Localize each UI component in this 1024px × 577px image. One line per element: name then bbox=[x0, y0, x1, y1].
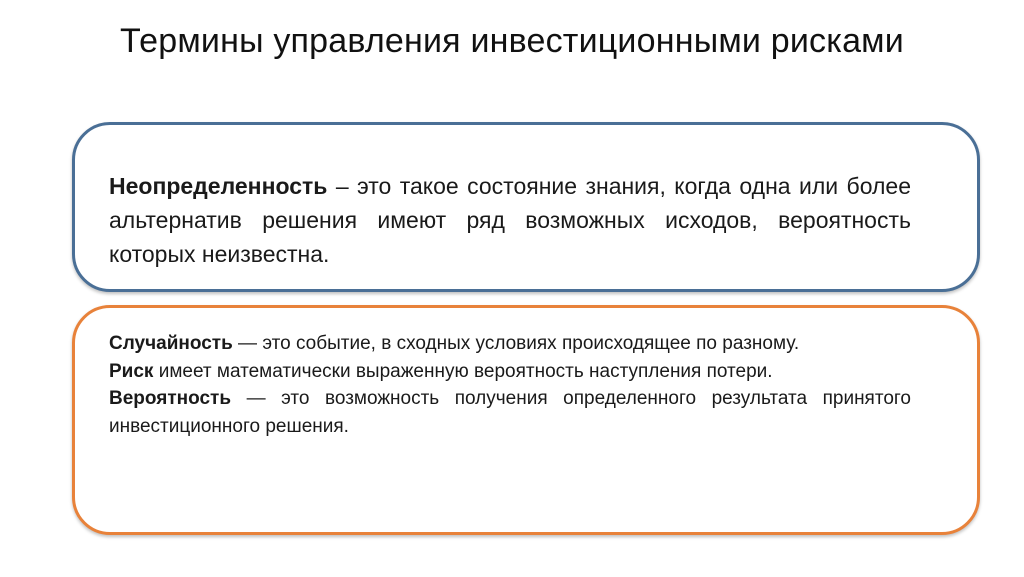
term-probability: Вероятность bbox=[109, 388, 232, 409]
risk-terms-box bbox=[72, 305, 980, 535]
randomness-definition bbox=[109, 330, 911, 358]
term-randomness: Случайность bbox=[109, 333, 233, 354]
risk-definition bbox=[109, 358, 911, 386]
risk-text: имеет математически выраженную вероятность наступления потери. bbox=[153, 360, 773, 382]
uncertainty-definition bbox=[109, 169, 911, 271]
uncertainty-text: – это такое состояние знания, когда одна или более альтернатив решения имеют ряд возможных исходов, вероятность которых неизвестна. bbox=[109, 173, 911, 267]
term-risk: Риск bbox=[109, 360, 154, 382]
uncertainty-definition-box bbox=[72, 122, 980, 292]
randomness-text: — это событие, в сходных условиях происходящее по разному. bbox=[232, 333, 800, 354]
slide-title: Термины управления инвестиционными рисками bbox=[120, 22, 904, 60]
term-uncertainty: Неопределенность bbox=[109, 173, 328, 199]
probability-text: — это возможность получения определенного результата принятого инвестиционного решения. bbox=[109, 388, 911, 437]
probability-definition bbox=[109, 385, 911, 440]
